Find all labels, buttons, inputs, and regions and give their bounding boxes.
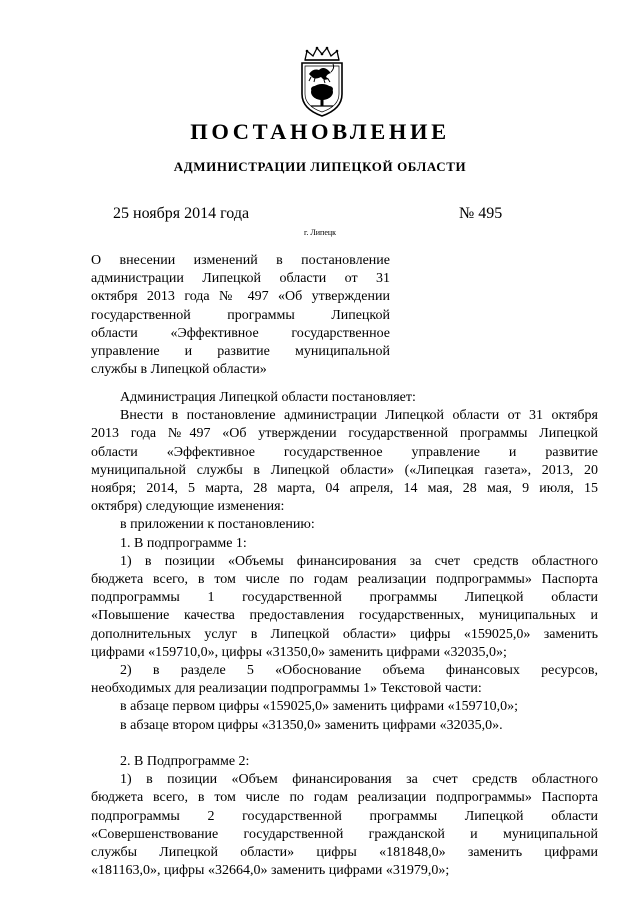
document-date: 25 ноября 2014 года	[113, 205, 250, 222]
body-line: Администрация Липецкой области постановляет:	[120, 390, 416, 405]
body-line: в абзаце первом цифры «159025,0» заменить цифрами «159710,0»;	[120, 699, 518, 715]
paragraph-gap	[91, 735, 598, 753]
subject-line: области «Эффективное государственное	[91, 325, 390, 341]
body-line: бюджета всего, в том числе по годам реализации подпрограммы» Паспорта	[91, 572, 598, 588]
body-line: дополнительных услуг в Липецкой области» цифры «159025,0» заменить	[91, 626, 598, 642]
body-line: бюджета всего, в том числе по годам реализации подпрограммы» Паспорта	[91, 790, 598, 806]
subject-line: службы в Липецкой области»	[91, 362, 267, 378]
body-line: в абзаце втором цифры «31350,0» заменить цифрами «32035,0».	[120, 717, 503, 733]
body-line: 2. В Подпрограмме 2:	[120, 754, 250, 770]
body-line: Внести в постановление администрации Липецкой области от 31 октября	[120, 408, 598, 424]
body-line: ноября; 2014, 5 марта, 28 марта, 04 апреля, 14 мая, 28 мая, 9 июля, 15	[91, 481, 598, 497]
subject-line: государственной программы Липецкой	[91, 307, 390, 323]
issuer-name: АДМИНИСТРАЦИИ ЛИПЕЦКОЙ ОБЛАСТИ	[173, 159, 467, 174]
body-line: 2) в разделе 5 «Обоснование объема финансовых ресурсов,	[120, 663, 598, 679]
body-line: «Повышение качества предоставления государственных, муниципальных и	[91, 608, 598, 624]
subject-line: О внесении изменений в постановление	[91, 253, 390, 268]
body-line: службы Липецкой области» цифры «181848,0» заменить цифрами	[91, 845, 598, 861]
document-title: ПОСТАНОВЛЕНИЕ	[190, 119, 450, 144]
subject-line: управление и развитие муниципальной	[91, 344, 390, 360]
coat-of-arms-icon	[293, 46, 351, 118]
body-line: муниципальной службы в Липецкой области» («Липецкая газета», 2013, 20	[91, 462, 598, 478]
body-line: подпрограммы 1 государственной программы Липецкой области	[91, 590, 598, 606]
body-line: 1. В подпрограмме 1:	[120, 535, 247, 551]
subject-line: администрации Липецкой области от 31	[91, 271, 390, 287]
body-line: 2013 года №497 «Об утверждении государственной программы Липецкой	[91, 426, 598, 442]
document-body	[91, 389, 598, 880]
body-line: 1) в позиции «Объем финансирования за счет средств областного	[120, 772, 598, 788]
body-line: 1) в позиции «Объемы финансирования за счет средств областного	[120, 553, 598, 569]
subject-line: октября 2013 года № 497 «Об утверждении	[91, 289, 390, 305]
document-subject	[91, 252, 390, 379]
document-number: № 495	[459, 205, 503, 222]
body-line: области «Эффективное государственное управление и развитие	[91, 444, 598, 460]
body-line: в приложении к постановлению:	[120, 517, 315, 533]
body-line: «Совершенствование государственной гражданской и муниципальной	[91, 826, 598, 842]
body-line: подпрограммы 2 государственной программы Липецкой области	[91, 808, 598, 824]
body-line: октября) следующие изменения:	[91, 499, 285, 515]
document-city: г. Липецк	[303, 228, 337, 237]
body-line: «181163,0», цифры «32664,0» заменить цифрами «31979,0»;	[91, 863, 450, 879]
body-line: цифрами «159710,0», цифры «31350,0» заменить цифрами «32035,0»;	[91, 644, 507, 660]
body-line: необходимых для реализации подпрограммы 1» Текстовой части:	[91, 681, 482, 697]
